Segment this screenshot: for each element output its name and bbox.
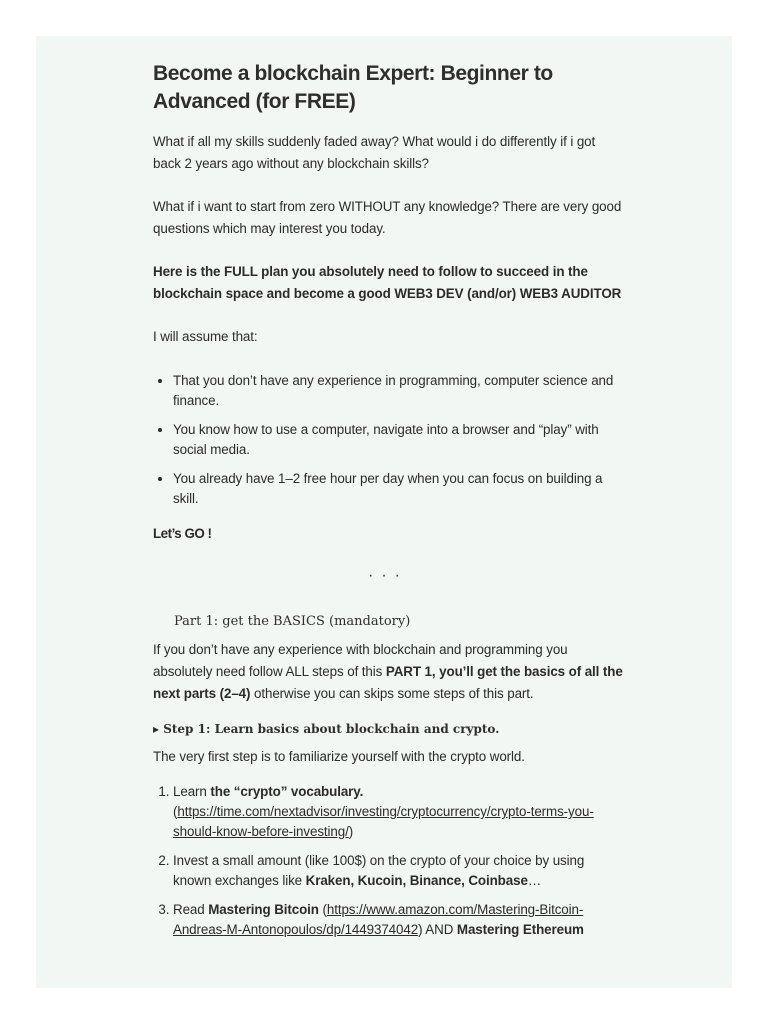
assume-intro: I will assume that: — [153, 329, 258, 344]
list-item: • You already have 1–2 free hour per day when you can focus on building a skill. — [173, 469, 623, 509]
article-content — [153, 60, 623, 949]
intro-paragraph-1: What if all my skills suddenly faded away? What would i do differently if i got back 2 years ago without any blockchain skills? — [153, 134, 596, 171]
item3-bold2: Mastering Ethereum — [456, 922, 584, 937]
item1-open-paren: ( — [173, 804, 178, 819]
item1-bold: the “crypto” vocabulary. — [210, 784, 364, 799]
part1-desc-end: otherwise you can skips some steps of this part. — [250, 686, 534, 701]
part1-desc-bold: PART 1, you’ll get the basics of all the next parts (2–4) — [153, 664, 623, 701]
step1-intro: The very first step is to familiarize yourself with the crypto world. — [153, 749, 525, 764]
crypto-terms-link[interactable]: https://time.com/nextadvisor/investing/cryptocurrency/crypto-terms-you-should-know-before-investing/ — [173, 804, 594, 839]
item2-bold: Kraken, Kucoin, Binance, Coinbase — [305, 873, 528, 888]
item3-bold1: Mastering Bitcoin — [208, 902, 319, 917]
part1-description — [153, 639, 623, 705]
part1-heading: Part 1: get the BASICS (mandatory) — [174, 614, 411, 629]
step1-list — [153, 782, 623, 940]
list-item — [173, 851, 623, 891]
item2-pre: Invest a small amount (like 100$) on the crypto of your choice by using known exchanges like — [173, 853, 585, 888]
assumptions-list — [153, 371, 623, 509]
item1-close-paren: ) — [348, 824, 354, 839]
article-title: Become a blockchain Expert: Beginner to Advanced (for FREE) — [153, 62, 553, 113]
part1-desc-start: If you don’t have any experience with blockchain and programming you absolutely need follow ALL steps of this — [153, 642, 568, 679]
lets-go: Let’s GO ! — [153, 526, 212, 541]
article-page — [36, 36, 732, 988]
section-separator: ··· — [368, 567, 408, 584]
item3-mid: ) AND — [418, 922, 457, 937]
list-item — [173, 782, 623, 842]
item1-pre: Learn — [173, 784, 211, 799]
item2-post: … — [527, 873, 542, 888]
plan-statement: Here is the FULL plan you absolutely need to follow to succeed in the blockchain space and become a good WEB3 DEV (and/or) WEB3 AUDITOR — [153, 264, 622, 301]
intro-paragraph-2: What if i want to start from zero WITHOUT any knowledge? There are very good questions which may interest you today. — [153, 199, 622, 236]
item3-pre: Read — [173, 902, 209, 917]
list-item: • That you don’t have any experience in programming, computer science and finance. — [173, 371, 623, 411]
item3-open-paren: ( — [318, 902, 327, 917]
list-item: • You know how to use a computer, navigate into a browser and “play” with social media. — [173, 420, 623, 460]
list-item — [173, 900, 623, 940]
step1-heading: ▸ Step 1: Learn basics about blockchain and crypto. — [153, 722, 500, 736]
mastering-bitcoin-link[interactable]: https://www.amazon.com/Mastering-Bitcoin-Andreas-M-Antonopoulos/dp/1449374042 — [173, 902, 584, 937]
